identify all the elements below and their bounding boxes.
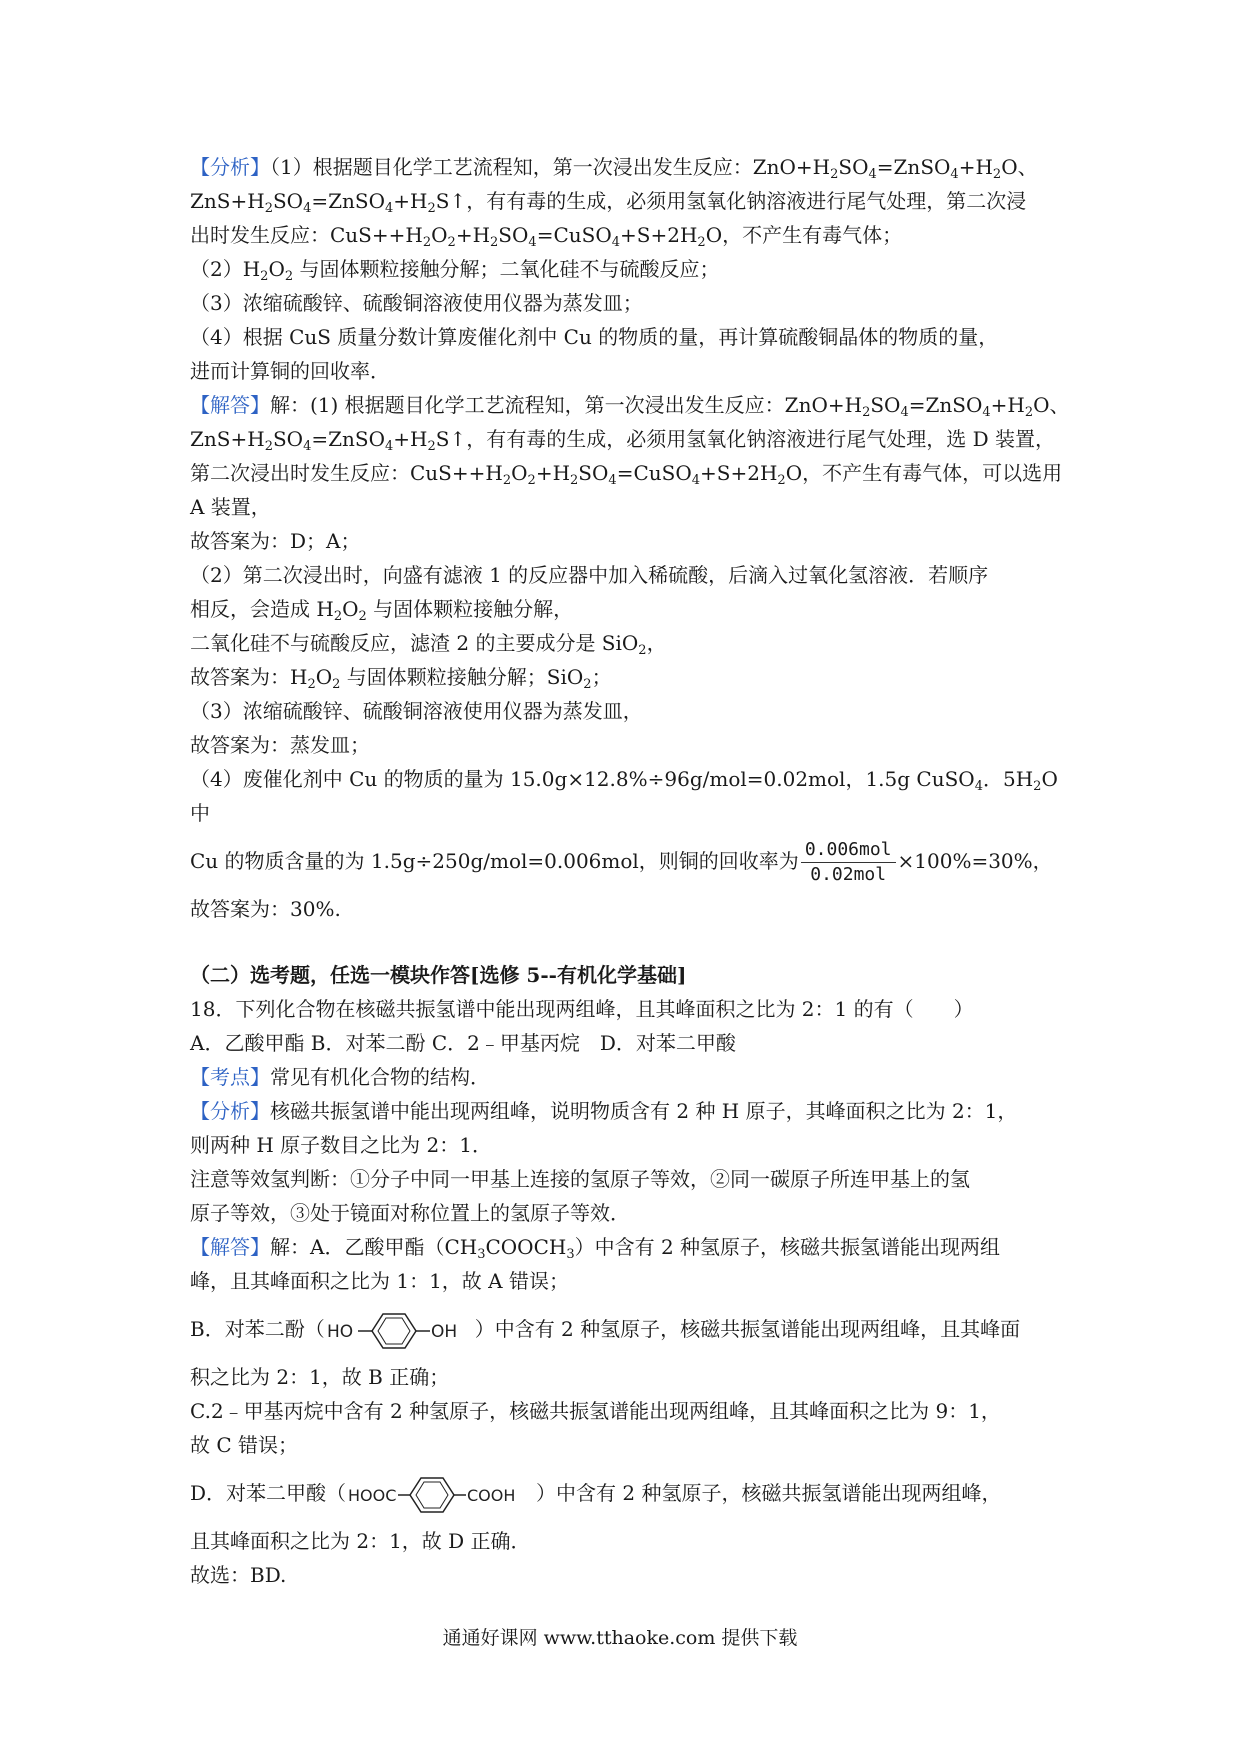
analysis-line-6: （4）根据 CuS 质量分数计算废催化剂中 Cu 的物质的量，再计算硫酸铜晶体的物质的量， <box>190 325 999 349</box>
q18-stem: 18．下列化合物在核磁共振氢谱中能出现两组峰，且其峰面积之比为 2：1 的有（ ） <box>190 997 974 1021</box>
answer-line-4: A 装置， <box>190 495 271 519</box>
answer-line-8: 二氧化硅不与硫酸反应，滤渣 2 的主要成分是 SiO$_2$， <box>190 631 667 658</box>
point-tag: 【考点】 <box>190 1065 270 1089</box>
answer-line-13: Cu 的物质含量的为 1.5g÷250g/mol=0.006mol，则铜的回收率为 $\frac{\text{0.006mol}}{\text{0.02mol}}$ ×100%=30%， <box>190 839 1053 885</box>
answer-line-7: 相反，会造成 $H_2O_2$ 与固体颗粒接触分解， <box>190 597 574 624</box>
answer-line-2: $ZnS+H_2SO_4=ZnSO_4+H_2S↑$，有有毒的生成，必须用氢氧化钠溶液进行尾气处理，选 D 装置， <box>190 427 1055 454</box>
ho-left-label: HO <box>326 1321 353 1342</box>
q18-analysis-line-2: 则两种 H 原子数目之比为 2：1． <box>190 1133 492 1157</box>
q18-answer-line-6: 故 C 错误； <box>190 1433 299 1457</box>
fraction-numerator: 0.006mol <box>801 838 896 863</box>
cooh-right-label: COOH <box>467 1485 516 1505</box>
answer-tag-2: 【解答】 <box>190 1235 270 1259</box>
q18-note-line-1: 注意等效氢判断：①分子中同一甲基上连接的氢原子等效，②同一碳原子所连甲基上的氢 <box>190 1167 970 1191</box>
q18-answer-line-2: 峰，且其峰面积之比为 1：1，故 A 错误； <box>190 1269 569 1293</box>
q18-analysis-line-1: 【分析】核磁共振氢谱中能出现两组峰，说明物质含有 2 种 H 原子，其峰面积之比为 2：1， <box>190 1099 1018 1123</box>
page-footer: 通通好课网 www.tthaoke.com 提供下载 <box>442 1627 798 1649</box>
oh-right-label: OH <box>430 1321 457 1342</box>
answer-line-5: 故答案为：D；A； <box>190 529 361 553</box>
answer-line-6: （2）第二次浸出时，向盛有滤液 1 的反应器中加入稀硫酸，后滴入过氧化氢溶液．若顺序 <box>190 563 989 587</box>
terephthalic-acid-structure-icon <box>346 1475 536 1515</box>
q18-answer-line-9: 故选：BD. <box>190 1563 287 1587</box>
q18-answer-line-1: 【解答】解：A．乙酸甲酯$(CH_3COOCH_3)$中含有 2 种氢原子，核磁共振氢谱能出现两组 <box>190 1235 1001 1262</box>
answer-line-11: 故答案为：蒸发皿； <box>190 733 370 757</box>
answer-tag: 【解答】 <box>190 393 270 417</box>
analysis-line-3: 出时发生反应：$CuS++H_2O_2+H_2SO_4=CuSO_4+S+2H_2O$，不产生有毒气体； <box>190 223 903 250</box>
hooc-left-label: HOOC <box>348 1485 397 1505</box>
hydroquinone-structure-icon <box>325 1311 475 1351</box>
q18-answer-line-4: 积之比为 2：1，故 B 正确； <box>190 1365 450 1389</box>
answer-line-10: （3）浓缩硫酸锌、硫酸铜溶液使用仪器为蒸发皿， <box>190 699 643 723</box>
answer-line-1: 【解答】解：(1) 根据题目化学工艺流程知，第一次浸出发生反应：$ZnO+H_2SO_4=ZnSO_4+H_2O$、 <box>190 393 1070 420</box>
answer-line-12: （4）废催化剂中 Cu 的物质的量为 15.0g×12.8%÷96g/mol=0.02mol，1.5g CuSO$_4$．$5H_2O$ 中 <box>190 767 1058 825</box>
answer-line-3: 第二次浸出时发生反应：$CuS++H_2O_2+H_2SO_4=CuSO_4+S+2H_2O$，不产生有毒气体，可以选用 <box>190 461 1063 488</box>
q18-answer-line-8: 且其峰面积之比为 2：1，故 D 正确． <box>190 1529 531 1553</box>
document-body <box>190 150 1070 1592</box>
analysis-tag-2: 【分析】 <box>190 1099 270 1123</box>
analysis-line-1: 【分析】（1）根据题目化学工艺流程知，第一次浸出发生反应：$ZnO+H_2SO_4=ZnSO_4+H_2O$、 <box>190 155 1038 182</box>
section-heading: （二）选考题，任选一模块作答[选修 5--有机化学基础] <box>190 963 687 987</box>
fraction-denominator: 0.02mol <box>810 864 887 885</box>
analysis-line-5: （3）浓缩硫酸锌、硫酸铜溶液使用仪器为蒸发皿； <box>190 291 643 315</box>
recovery-fraction <box>801 838 896 887</box>
q18-answer-line-3: B．对苯二酚（ HO OH ）中含有 2 种氢原子，核磁共振氢谱能出现两组峰，且其峰面 <box>190 1298 1070 1360</box>
analysis-tag: 【分析】 <box>190 155 270 179</box>
analysis-line-2: $ZnS+H_2SO_4=ZnSO_4+H_2S↑$，有有毒的生成，必须用氢氧化钠溶液进行尾气处理，第二次浸 <box>190 189 1027 216</box>
q18-point-line: 【考点】常见有机化合物的结构． <box>190 1065 490 1089</box>
analysis-line-4: $(2)H_2O_2$ 与固体颗粒接触分解；二氧化硅不与硫酸反应； <box>190 257 720 284</box>
q18-answer-line-5: C.2﹣甲基丙烷中含有 2 种氢原子，核磁共振氢谱能出现两组峰，且其峰面积之比为 9：1， <box>190 1399 1001 1423</box>
q18-note-line-2: 原子等效，③处于镜面对称位置上的氢原子等效． <box>190 1201 630 1225</box>
q18-options: A．乙酸甲酯 B．对苯二酚 C．2﹣甲基丙烷 D．对苯二甲酸 <box>190 1031 736 1055</box>
analysis-line-7: 进而计算铜的回收率． <box>190 359 390 383</box>
answer-line-14: 故答案为：30%. <box>190 897 341 921</box>
q18-answer-line-7: D．对苯二甲酸（ HOOC COOH ）中含有 2 种氢原子，核磁共振氢谱能出现两组峰， <box>190 1462 1070 1524</box>
answer-line-9: 故答案为：$H_2O_2$ 与固体颗粒接触分解；SiO$_2$； <box>190 665 612 692</box>
